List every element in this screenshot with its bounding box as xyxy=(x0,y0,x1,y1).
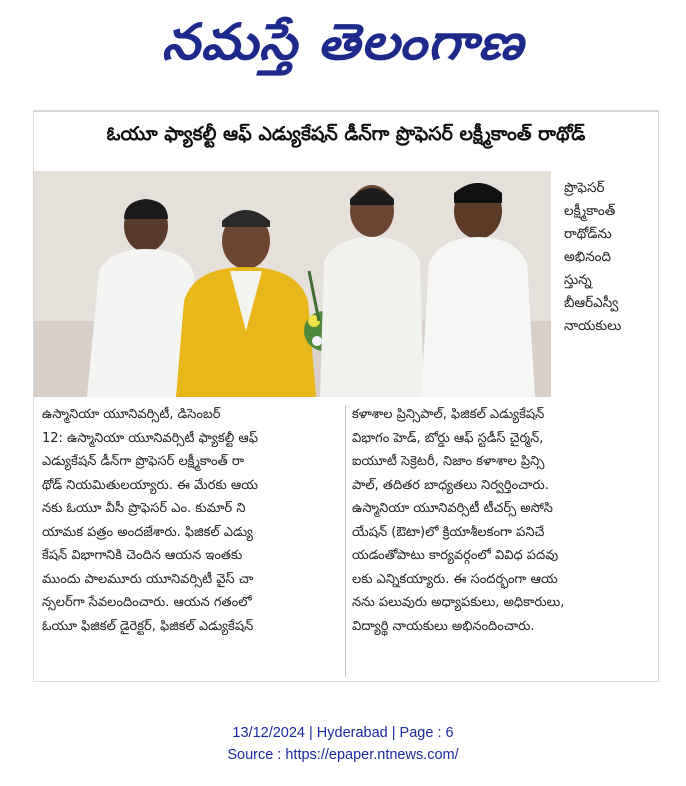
body-line: ఐయూటీ సెక్రెటరీ, నిజాం కళాశాల ప్రిన్సి xyxy=(352,454,545,469)
body-line: కేషన్ విభాగానికి చెందిన ఆయన ఇంతకు xyxy=(42,548,243,563)
body-line: యామక పత్రం అందజేశారు. ఫిజికల్ ఎడ్యు xyxy=(42,524,253,540)
caption-line: రాథోడ్‌ను xyxy=(564,226,612,242)
photo-caption xyxy=(564,177,650,338)
newspaper-logo: నమస్తే తెలంగాణ xyxy=(161,13,525,71)
body-line: ఉస్మానియా యూనివర్సిటీ టీచర్స్ అసోసి xyxy=(352,501,553,516)
column-divider xyxy=(345,405,346,677)
body-line: ఓయూ ఫిజికల్ డైరెక్టర్, ఫిజికల్ ఎడ్యుకేషన్ xyxy=(42,618,254,634)
news-clipping xyxy=(33,110,659,682)
body-line: విద్యార్థి నాయకులు అభినందించారు. xyxy=(352,618,535,634)
body-line: థోడ్ నియమితులయ్యారు. ఈ మేరకు ఆయ xyxy=(42,477,258,493)
body-line: విభాగం హెడ్, బోర్డు ఆఫ్ స్టడీస్ చైర్మన్, xyxy=(352,430,544,446)
body-line: ఉస్మానియా యూనివర్సిటీ, డిసెంబర్ xyxy=(42,407,221,422)
caption-line: స్తున్న xyxy=(564,272,592,288)
masthead xyxy=(0,6,686,78)
caption-line: నాయకులు xyxy=(564,318,622,334)
caption-line: ప్రొఫెసర్ xyxy=(564,180,605,196)
body-line: నకు ఓయూ వీసీ ప్రొఫెసర్ ఎం. కుమార్ ని xyxy=(42,501,246,516)
article-photo xyxy=(34,171,551,397)
body-line: కళాశాల ప్రిన్సిపాల్, ఫిజికల్ ఎడ్యుకేషన్ xyxy=(352,407,545,422)
source-link[interactable]: Source : https://epaper.ntnews.com/ xyxy=(227,747,459,763)
body-line: నను పలువురు అధ్యాపకులు, అధికారులు, xyxy=(352,595,565,610)
top-rule xyxy=(34,111,658,112)
body-line: పాల్, తదితర బాధ్యతలు నిర్వర్తించారు. xyxy=(352,477,549,493)
body-line: లకు ఎన్నికయ్యారు. ఈ సందర్భంగా ఆయ xyxy=(352,571,558,587)
body-line: యడంతోపాటు కార్యవర్గంలో వివిధ పదవు xyxy=(352,548,559,563)
date-location-page: 13/12/2024 | Hyderabad | Page : 6 xyxy=(232,725,454,741)
caption-line: బీఆర్‌ఎస్వీ xyxy=(564,295,619,311)
article-headline: ఓయూ ఫ్యాకల్టీ ఆఫ్ ఎడ్యుకేషన్ డీన్‌గా ప్రొఫెసర్ లక్ష్మీకాంత్ రాథోడ్ xyxy=(106,123,586,145)
body-line: 12: ఉస్మానియా యూనివర్సిటీ ఫ్యాకల్టీ ఆఫ్ xyxy=(42,430,258,446)
body-line: ఎడ్యుకేషన్ డీన్‌గా ప్రొఫెసర్ లక్ష్మీకాంత్ రా xyxy=(42,454,245,469)
body-line: యేషన్ (ఔటా)లో క్రియాశీలకంగా పనిచే xyxy=(352,524,545,540)
footer xyxy=(0,722,686,766)
article-column-left xyxy=(42,403,342,638)
caption-line: లక్ష్మీకాంత్ xyxy=(564,203,616,219)
article-column-right xyxy=(352,403,652,638)
body-line: ముందు పాలమూరు యూనివర్సిటీ వైస్ చా xyxy=(42,571,254,587)
body-line: న్సలర్‌గా సేవలందించారు. ఆయన గతంలో xyxy=(42,595,252,610)
photo-illustration xyxy=(34,171,551,397)
caption-line: అభినంది xyxy=(564,249,612,265)
